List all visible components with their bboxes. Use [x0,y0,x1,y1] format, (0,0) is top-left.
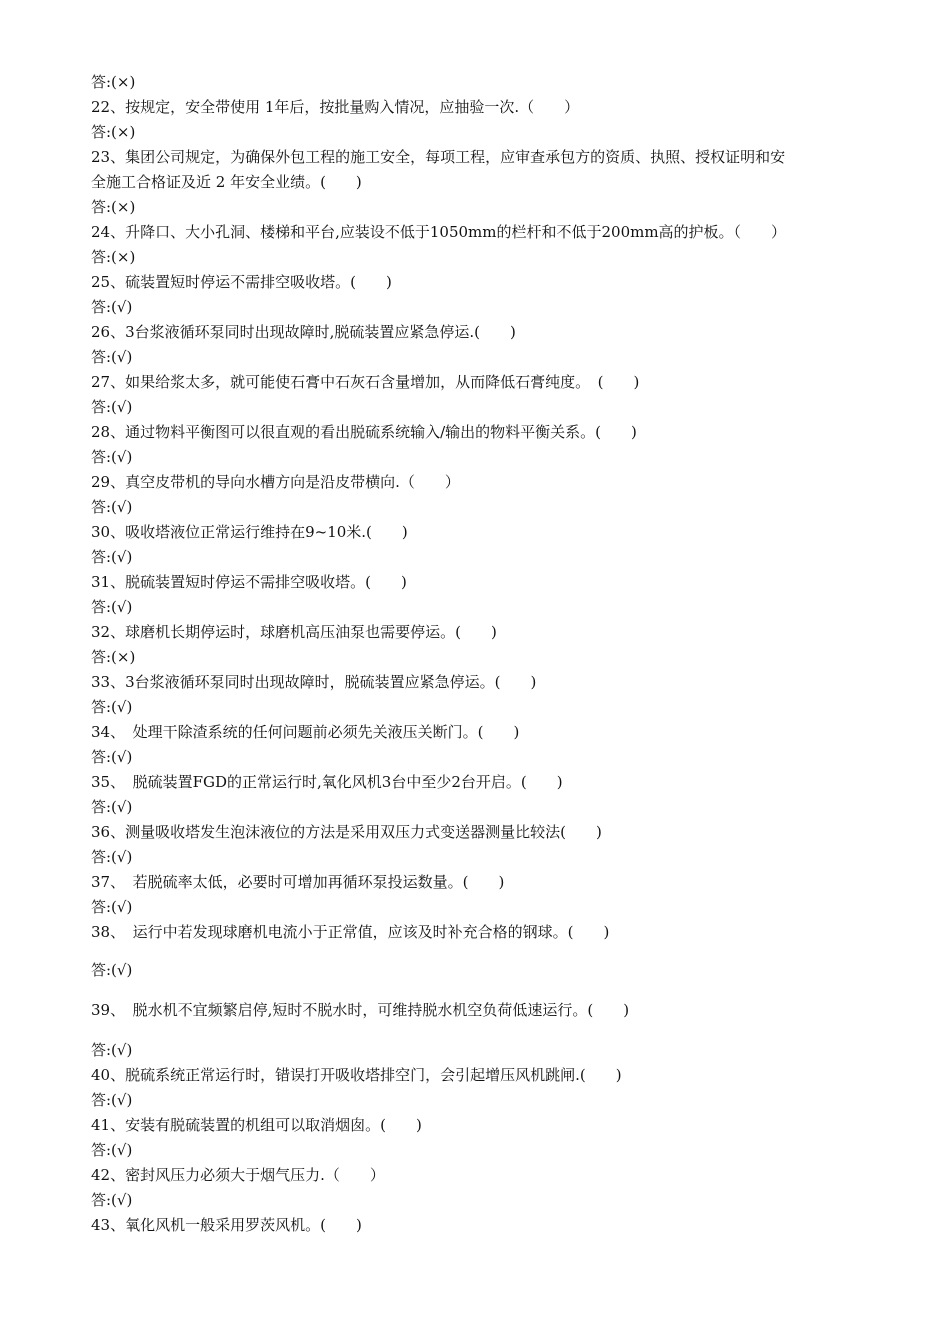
answer-32: 答:(×) [91,648,136,666]
question-43: 43、氧化风机一般采用罗茨风机。( ) [91,1216,362,1234]
answer-23: 答:(×) [91,198,136,216]
question-26: 26、3台浆液循环泵同时出现故障时,脱硫装置应紧急停运.( ) [91,323,516,341]
answer-28: 答:(√) [91,448,133,466]
question-30: 30、吸收塔液位正常运行维持在9~10米.( ) [91,523,408,541]
question-27: 27、如果给浆太多，就可能使石膏中石灰石含量增加，从而降低石膏纯度。 ( ) [91,373,640,391]
question-40: 40、脱硫系统正常运行时，错误打开吸收塔排空门，会引起增压风机跳闸.( ) [91,1066,622,1084]
answer-26: 答:(√) [91,348,133,366]
question-31: 31、脱硫装置短时停运不需排空吸收塔。( ) [91,573,407,591]
answer-35: 答:(√) [91,798,133,816]
question-25: 25、硫装置短时停运不需排空吸收塔。( ) [91,273,392,291]
question-28: 28、通过物料平衡图可以很直观的看出脱硫系统输入/输出的物料平衡关系。( ) [91,423,637,441]
answer-33: 答:(√) [91,698,133,716]
answer-38: 答:(√) [91,961,133,979]
answer-22: 答:(×) [91,123,136,141]
question-38: 38、 运行中若发现球磨机电流小于正常值，应该及时补充合格的钢球。( ) [91,923,610,941]
answer-27: 答:(√) [91,398,133,416]
question-37: 37、 若脱硫率太低，必要时可增加再循环泵投运数量。( ) [91,873,505,891]
question-24: 24、升降口、大小孔洞、楼梯和平台,应装设不低于1050mm的栏杆和不低于200mm高的护板。（ ） [91,223,787,241]
question-41: 41、安装有脱硫装置的机组可以取消烟囱。( ) [91,1116,422,1134]
answer-31: 答:(√) [91,598,133,616]
answer-36: 答:(√) [91,848,133,866]
question-23-cont: 全施工合格证及近 2 年安全业绩。( ) [91,173,362,191]
question-39: 39、 脱水机不宜频繁启停,短时不脱水时，可维持脱水机空负荷低速运行。( ) [91,1001,630,1019]
answer-40: 答:(√) [91,1091,133,1109]
answer-25: 答:(√) [91,298,133,316]
question-33: 33、3台浆液循环泵同时出现故障时，脱硫装置应紧急停运。( ) [91,673,537,691]
answer-41: 答:(√) [91,1141,133,1159]
answer-42: 答:(√) [91,1191,133,1209]
question-23: 23、集团公司规定，为确保外包工程的施工安全，每项工程，应审查承包方的资质、执照、授权证明和安 [91,148,786,166]
question-22: 22、按规定，安全带使用 1年后，按批量购入情况，应抽验一次.（ ） [91,98,580,116]
question-29: 29、真空皮带机的导向水槽方向是沿皮带横向.（ ） [91,473,460,491]
answer-34: 答:(√) [91,748,133,766]
answer-39: 答:(√) [91,1041,133,1059]
question-35: 35、 脱硫装置FGD的正常运行时,氧化风机3台中至少2台开启。( ) [91,773,563,791]
question-36: 36、测量吸收塔发生泡沫液位的方法是采用双压力式变送器测量比较法( ) [91,823,602,841]
answer-30: 答:(√) [91,548,133,566]
answer-21: 答:(×) [91,73,136,91]
answer-29: 答:(√) [91,498,133,516]
question-32: 32、球磨机长期停运时，球磨机高压油泵也需要停运。( ) [91,623,497,641]
answer-24: 答:(×) [91,248,136,266]
question-42: 42、密封风压力必须大于烟气压力.（ ） [91,1166,385,1184]
question-34: 34、 处理干除渣系统的任何问题前必须先关液压关断门。( ) [91,723,520,741]
answer-37: 答:(√) [91,898,133,916]
